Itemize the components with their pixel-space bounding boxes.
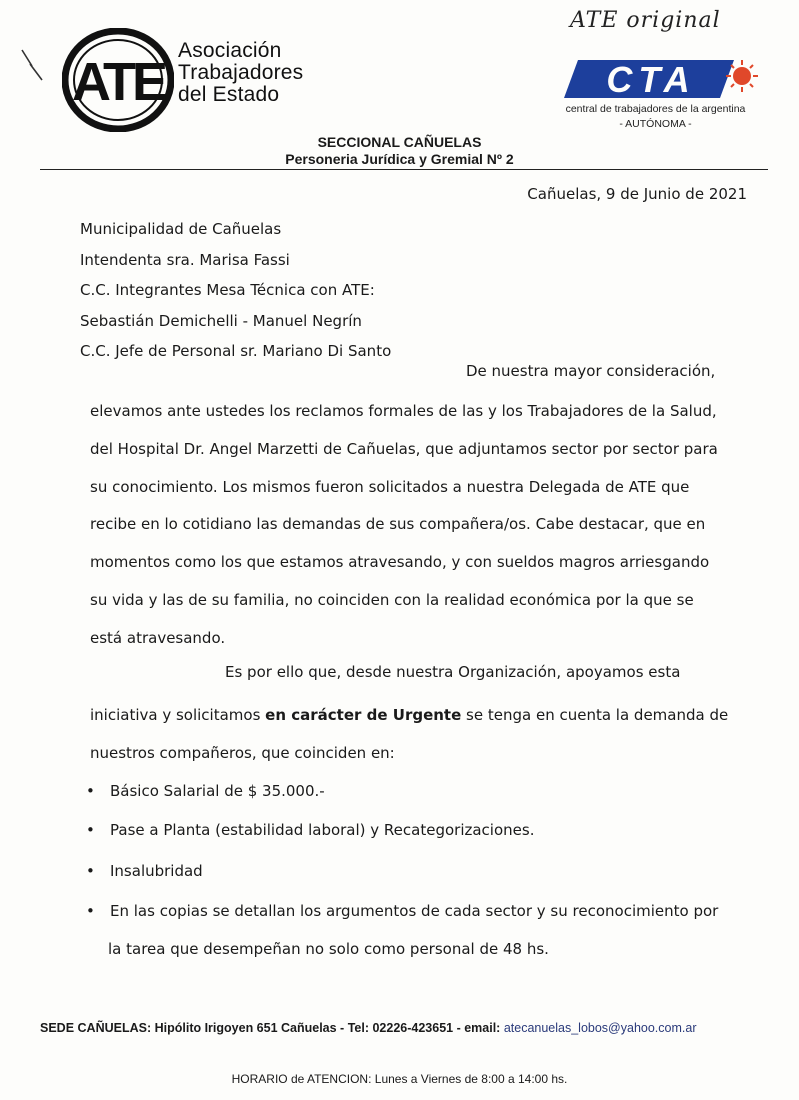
paragraph-line: del Hospital Dr. Angel Marzetti de Cañuelas, que adjuntamos sector por sector para: [90, 439, 718, 458]
paragraph-line: está atravesando.: [90, 628, 226, 647]
paragraph-line: [90, 700, 728, 738]
handwritten-note: ATE original: [570, 8, 721, 33]
paragraph-line: nuestros compañeros, que coinciden en:: [90, 743, 395, 762]
list-item-text: Insalubridad: [110, 862, 203, 880]
bullet-icon: •: [86, 821, 95, 839]
ate-logo: [62, 28, 174, 132]
header-divider: [40, 169, 768, 170]
cta-logo: [556, 54, 761, 104]
ate-organization-name: [178, 40, 303, 106]
paragraph-text: se tenga en cuenta la demanda de: [461, 706, 729, 724]
paragraph-line: elevamos ante ustedes los reclamos formales de las y los Trabajadores de la Salud,: [90, 402, 717, 420]
recipient-line: C.C. Integrantes Mesa Técnica con ATE:: [80, 281, 375, 299]
svg-text:CTA: CTA: [606, 59, 696, 100]
footer-contact: [40, 1021, 696, 1035]
bullet-icon: •: [86, 782, 95, 800]
pen-tick-mark: [18, 44, 46, 84]
list-item: [86, 821, 534, 839]
paragraph-line: su conocimiento. Los mismos fueron solicitados a nuestra Delegada de ATE que: [90, 477, 690, 496]
paragraph-line: recibe en lo cotidiano las demandas de sus compañera/os. Cabe destacar, que en: [90, 515, 706, 534]
salutation: De nuestra mayor consideración,: [466, 362, 716, 380]
paragraph-2-first-line: Es por ello que, desde nuestra Organización, apoyamos esta: [225, 663, 681, 681]
recipients-block: [80, 214, 391, 367]
list-item-text: En las copias se detallan los argumentos de cada sector y su reconocimiento por: [110, 902, 719, 920]
footer-email: atecanuelas_lobos@yahoo.com.ar: [503, 1021, 697, 1035]
bullet-icon: •: [86, 862, 95, 880]
list-item: [86, 862, 203, 880]
ate-org-line1: Asociación: [178, 39, 282, 62]
cta-subtitle: central de trabajadores de la argentina: [565, 103, 746, 115]
recipient-line: C.C. Jefe de Personal sr. Mariano Di Santo: [80, 342, 392, 360]
footer-hours: [0, 1072, 799, 1086]
footer-hours-label: HORARIO de ATENCION:: [231, 1072, 372, 1086]
recipient-line: Sebastián Demichelli - Manuel Negrín: [80, 311, 362, 330]
svg-text:ATE: ATE: [72, 52, 164, 112]
seccional-title: SECCIONAL CAÑUELAS: [317, 134, 482, 150]
list-item-continuation: la tarea que desempeñan no solo como personal de 48 hs.: [108, 940, 549, 958]
urgent-emphasis: en carácter de Urgente: [265, 706, 462, 724]
ate-org-line2: Trabajadores: [178, 61, 304, 84]
footer-sede-label: SEDE CAÑUELAS:: [40, 1021, 152, 1035]
list-item-text: Pase a Planta (estabilidad laboral) y Recategorizaciones.: [110, 821, 535, 839]
list-item-text: Básico Salarial de $ 35.000.-: [110, 782, 325, 800]
recipient-line: Municipalidad de Cañuelas: [80, 220, 282, 238]
paragraph-2: [90, 700, 728, 776]
bullet-icon: •: [86, 902, 95, 920]
paragraph-line: su vida y las de su familia, no coinciden con la realidad económica por la que se: [90, 590, 694, 609]
paragraph-line: momentos como los que estamos atravesando, y con sueldos magros arriesgando: [90, 553, 710, 572]
list-item: [86, 782, 325, 800]
footer-address: Hipólito Irigoyen 651 Cañuelas - Tel: 02226-423651 - email:: [151, 1021, 504, 1035]
cta-autonoma: - AUTÓNOMA -: [619, 118, 692, 130]
paragraph-text: iniciativa y solicitamos: [90, 706, 266, 724]
ate-org-line3: del Estado: [178, 83, 280, 106]
list-item: [86, 902, 718, 920]
paragraph-1: [90, 396, 718, 661]
recipient-line: Intendenta sra. Marisa Fassi: [80, 250, 290, 269]
footer-hours-value: Lunes a Viernes de 8:00 a 14:00 hs.: [371, 1072, 568, 1086]
personeria-subtitle: Personeria Jurídica y Gremial Nº 2: [285, 151, 514, 167]
letter-date: Cañuelas, 9 de Junio de 2021: [527, 185, 747, 203]
